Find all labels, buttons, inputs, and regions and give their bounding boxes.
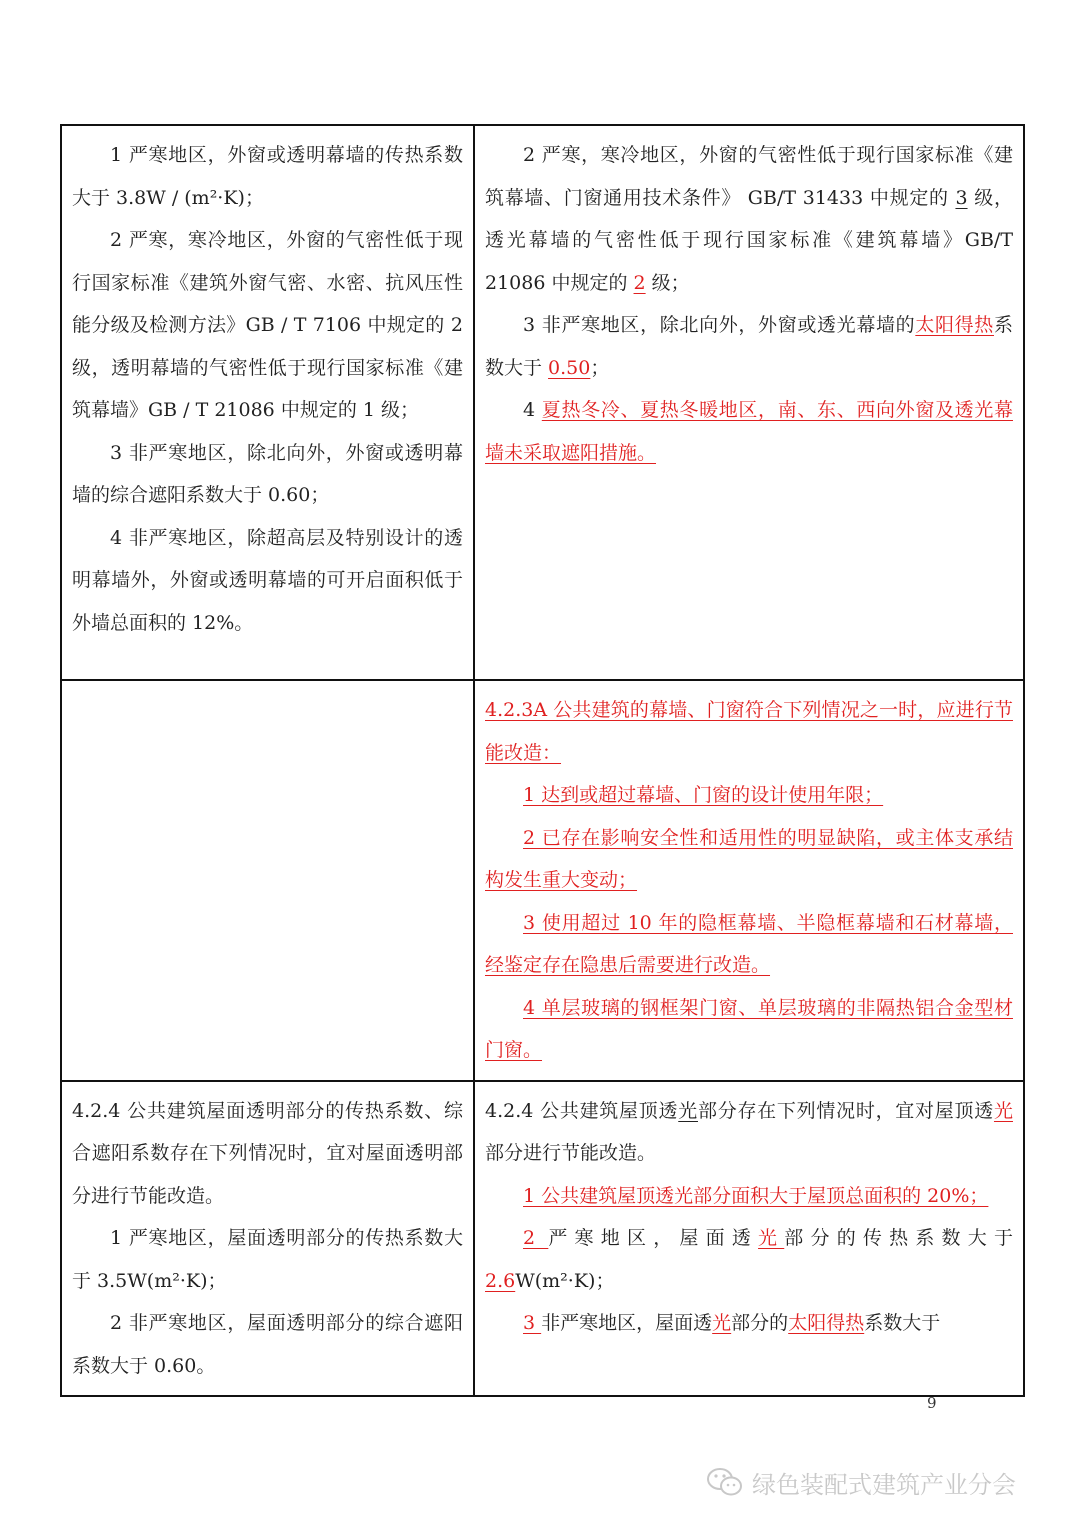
revised-text: 2 已存在影响安全性和适用性的明显缺陷，或主体支承结构发生重大变动； [485,826,1013,891]
clause-text: ； [590,356,610,379]
revised-text: 4.2.3A 公共建筑的幕墙、门窗符合下列情况之一时，应进行节能改造： [485,699,1013,764]
clause-text: 系数大于 [485,314,1013,379]
revised-text: 2 [523,1227,549,1249]
clause-paragraph [485,689,1013,774]
clause-paragraph [485,1217,1013,1302]
page-number: 9 [927,1394,937,1412]
revised-text: 3 使用超过 10 年的隐框幕墙、半隐框幕墙和石材幕墙，经鉴定存在隐患后需要进行改造。 [485,911,1013,976]
table-row [61,680,1024,1081]
clause-paragraph [485,1175,1013,1218]
clause-text: W(m²·K)； [515,1269,615,1292]
clause-text: 4 [523,399,542,421]
left-cell [61,1081,474,1397]
clause-text: 部分的传热系数大于 [784,1227,1013,1249]
clause-text: 级； [645,271,690,294]
clause-paragraph [72,219,463,432]
comparison-table [60,124,1025,1397]
clause-text: 2 严寒，寒冷地区，外窗的气密性低于现行国家标准《建筑幕墙、门窗通用技术条件》 GB/T 31433 中规定的 [485,144,1013,209]
revised-text: 0.50 [548,356,591,379]
clause-paragraph [485,817,1013,902]
clause-text: 系数大于 [864,1312,941,1334]
right-cell [474,125,1024,680]
clause-text: 部分的 [731,1312,789,1334]
revised-text: 太阳得热 [788,1312,865,1334]
clause-text: 级，透光幕墙的气密性低于现行国家标准《建筑幕墙》GB/T 21086 中规定的 [485,186,1013,294]
revised-text: 3 [523,1312,542,1334]
clause-paragraph [72,432,463,517]
clause-paragraph [485,902,1013,987]
revised-text: 光 [758,1227,785,1249]
right-cell [474,680,1024,1081]
watermark-text: 绿色装配式建筑产业分会 [752,1470,1016,1499]
clause-text: 2 严寒，寒冷地区，外窗的气密性低于现行国家标准《建筑外窗气密、水密、抗风压性能分级及检测方法》GB / T 7106 中规定的 2 级，透明幕墙的气密性低于现行国家标准《建筑幕墙》GB / T 21086 中规定的 1 级； [72,229,463,421]
clause-text: 3 非严寒地区，除北向外，外窗或透光幕墙的 [523,314,916,336]
watermark [706,1462,1016,1502]
clause-text: 部分进行节能改造。 [485,1142,657,1164]
revised-text: 夏热冬冷、夏热冬暖地区，南、东、西向外窗及透光幕墙未采取遮阳措施。 [485,399,1013,464]
left-cell [61,680,474,1081]
clause-paragraph [72,1090,463,1218]
clause-paragraph [485,1090,1013,1175]
clause-text: 3 非严寒地区，除北向外，外窗或透明幕墙的综合遮阳系数大于 0.60； [72,441,463,506]
clause-text: 1 严寒地区，屋面透明部分的传热系数大于 3.5W(m²·K)； [72,1227,463,1292]
revised-text: 2.6 [485,1269,516,1292]
wechat-icon [706,1466,744,1498]
clause-paragraph [72,134,463,219]
clause-text: 严寒地区，屋面透 [548,1227,759,1249]
clause-text: 光 [678,1099,698,1122]
revised-text: 光 [712,1312,732,1334]
clause-paragraph [485,774,1013,817]
table-row [61,125,1024,680]
clause-text: 4 非严寒地区，除超高层及特别设计的透明幕墙外，外窗或透明幕墙的可开启面积低于外墙总面积的 12%。 [72,526,463,634]
revised-text: 4 单层玻璃的钢框架门窗、单层玻璃的非隔热铝合金型材门窗。 [485,996,1013,1061]
clause-paragraph [72,1217,463,1302]
clause-paragraph [485,304,1013,389]
table-row [61,1081,1024,1397]
clause-text: 2 非严寒地区，屋面透明部分的综合遮阳系数大于 0.60。 [72,1312,463,1377]
revised-text: 1 公共建筑屋顶透光部分面积大于屋顶总面积的 20%； [523,1184,989,1207]
clause-paragraph [485,134,1013,304]
revised-text: 光 [993,1099,1013,1122]
clause-text: 非严寒地区，屋面透 [541,1312,713,1334]
clause-text: 4.2.4 公共建筑屋顶透 [485,1099,679,1122]
clause-text: 4.2.4 公共建筑屋面透明部分的传热系数、综合遮阳系数存在下列情况时，宜对屋面透明部分进行节能改造。 [72,1099,463,1207]
left-cell [61,125,474,680]
clause-paragraph [72,1302,463,1387]
clause-paragraph [485,987,1013,1072]
right-cell [474,1081,1024,1397]
revised-text: 1 达到或超过幕墙、门窗的设计使用年限； [523,784,884,806]
clause-paragraph [72,517,463,645]
clause-paragraph [485,389,1013,474]
revised-text: 2 [633,271,646,294]
clause-text: 3 [955,186,968,209]
clause-text: 部分存在下列情况时，宜对屋顶透 [697,1099,994,1122]
revised-text: 太阳得热 [915,314,994,336]
clause-text: 1 严寒地区，外窗或透明幕墙的传热系数大于 3.8W / (m²·K)； [72,144,463,209]
clause-paragraph [485,1302,1013,1345]
